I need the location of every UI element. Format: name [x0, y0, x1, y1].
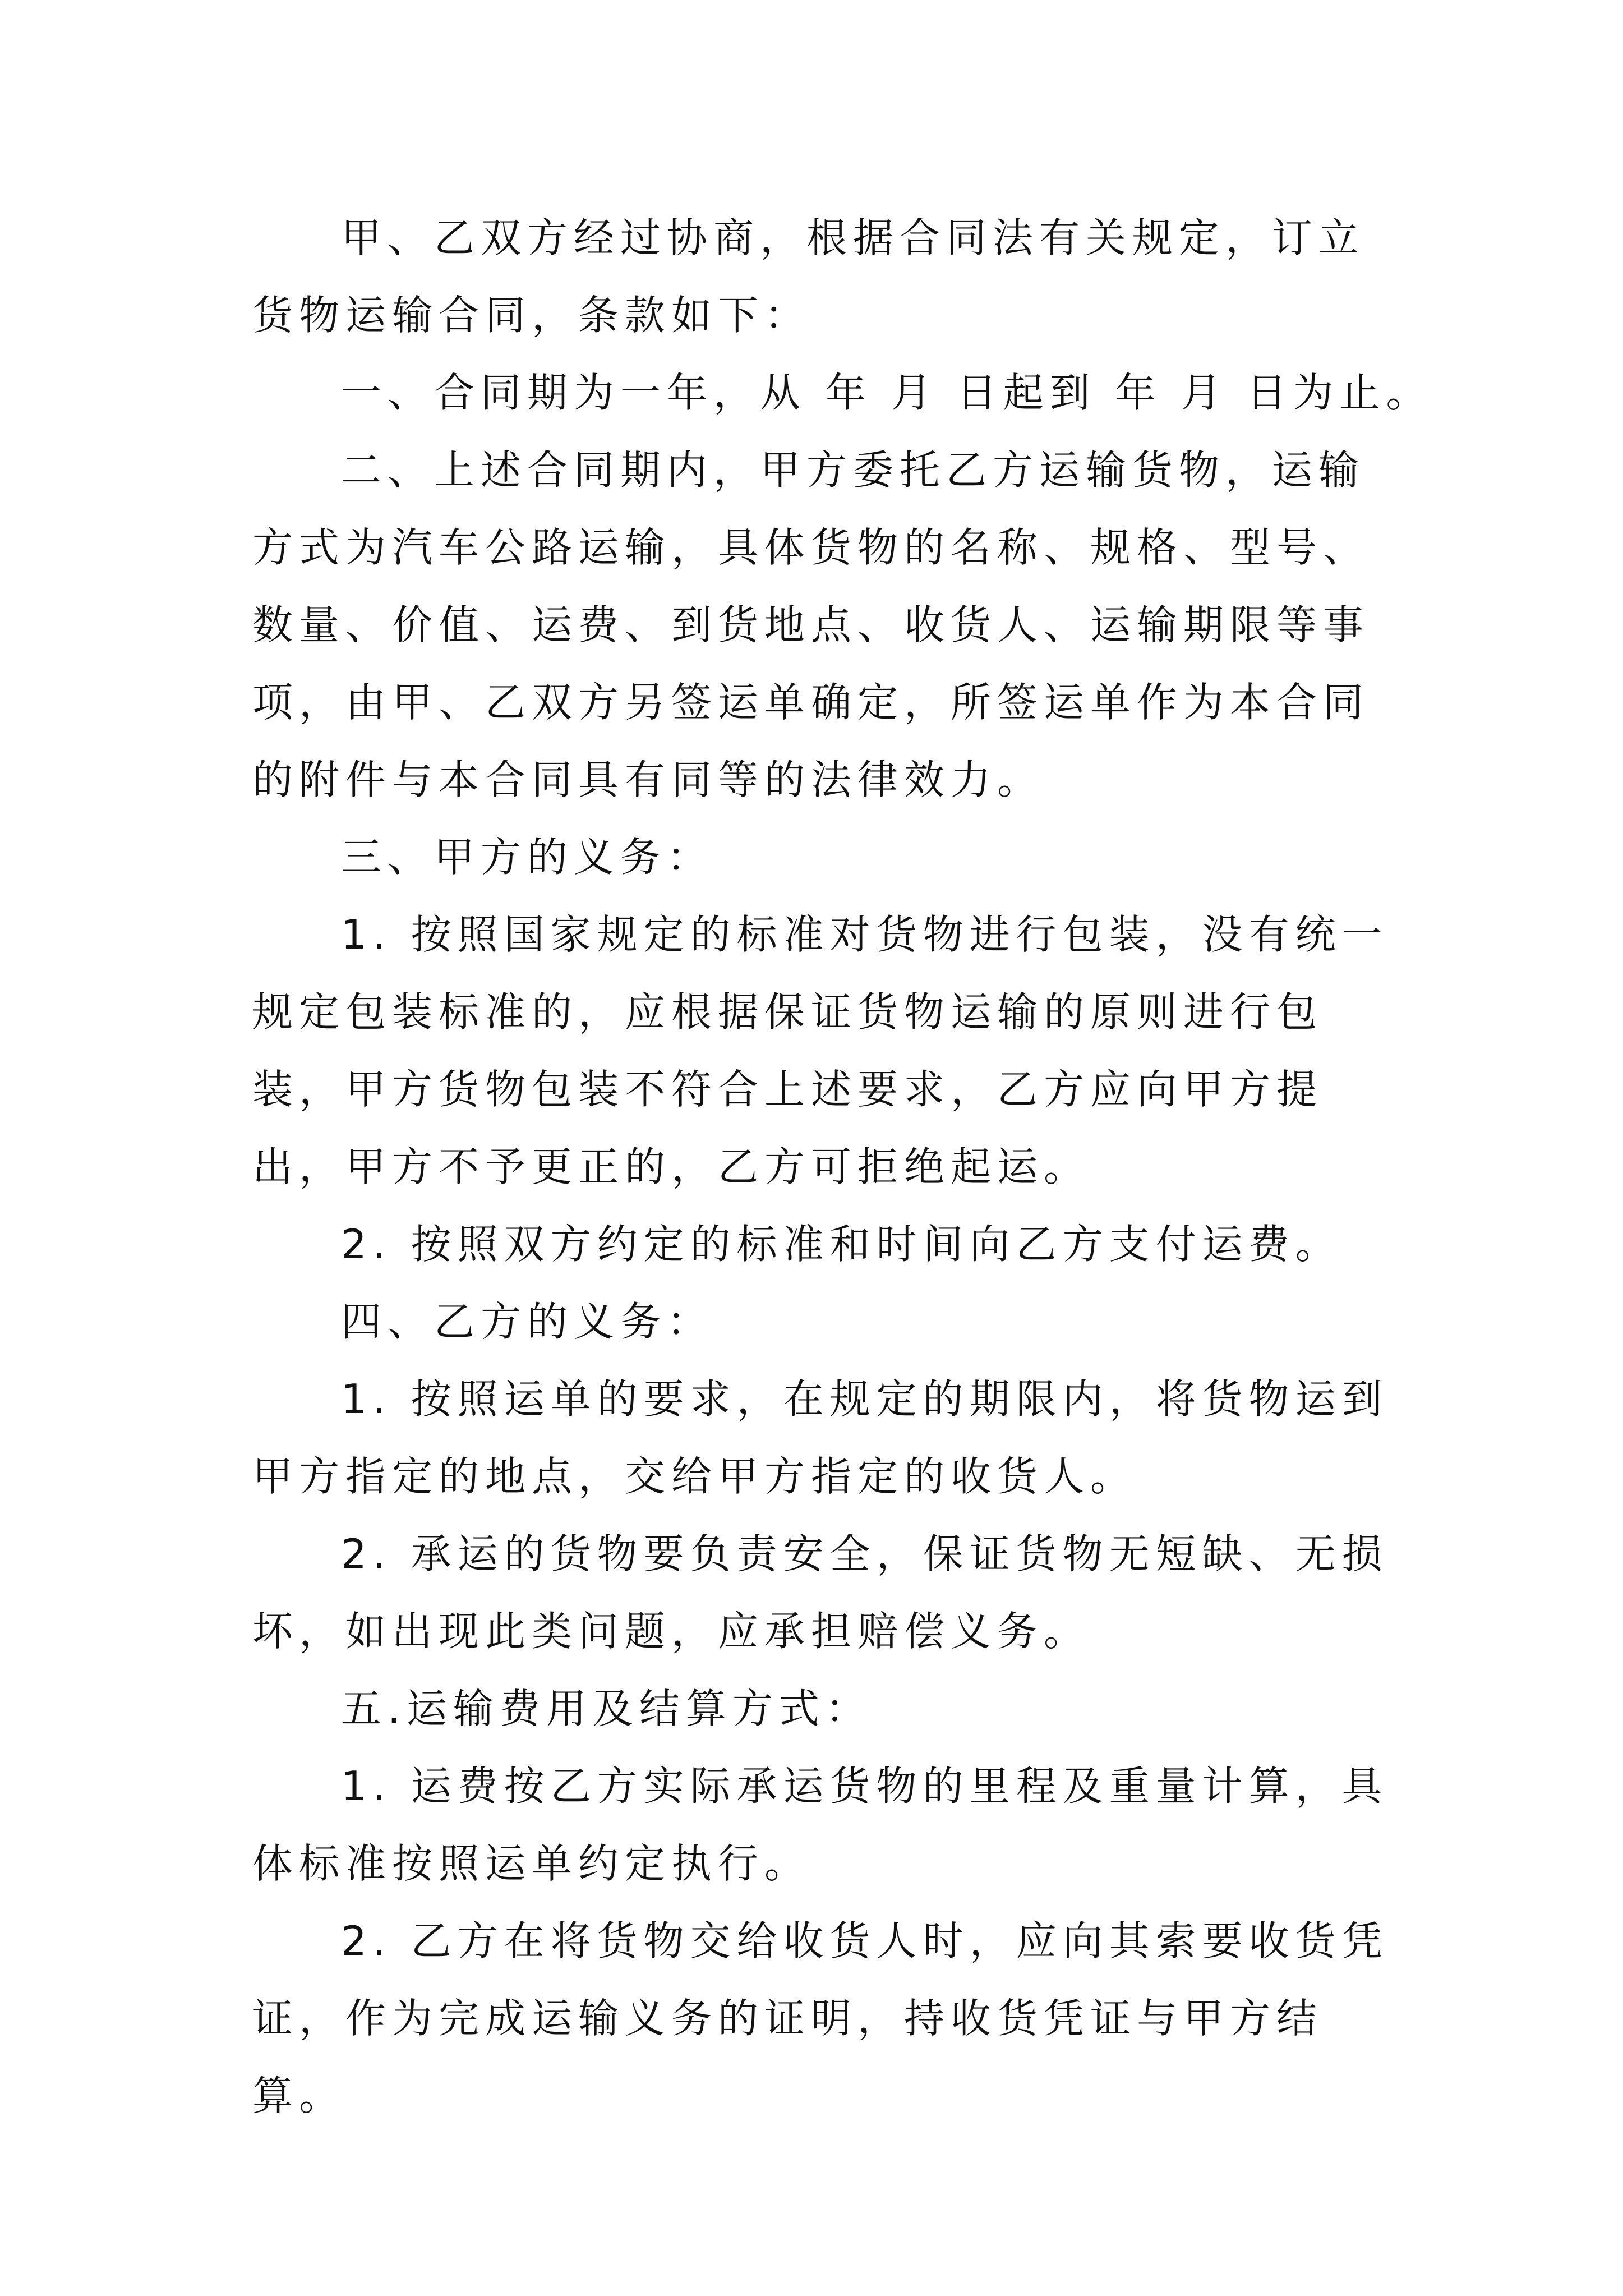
paragraph-clause-4-heading: 四、乙方的义务：	[341, 1298, 714, 1345]
paragraph-clause-5-item-1: 1. 运费按乙方实际承运货物的里程及重量计算，具体标准按照运单约定执行。	[252, 1763, 1389, 1887]
paragraph-clause-5-heading: 五.运输费用及结算方式：	[341, 1685, 872, 1732]
paragraph-clause-3-item-2: 2. 按照双方约定的标准和时间向乙方支付运费。	[341, 1221, 1342, 1268]
paragraph-clause-3-item-1: 1. 按照国家规定的标准对货物进行包装，没有统一规定包装标准的，应根据保证货物运输的原则进行包装，甲方货物包装不符合上述要求，乙方应向甲方提出，甲方不予更正的，乙方可拒绝起运。	[252, 911, 1389, 1190]
document-body	[252, 199, 1433, 2134]
paragraph-clause-1-term: 一、合同期为一年，从 年 月 日起到 年 月 日为止。	[341, 369, 1433, 416]
paragraph-clause-5-item-2: 2. 乙方在将货物交给收货人时，应向其索要收货凭证，作为完成运输义务的证明，持收货凭证与甲方结算。	[252, 1917, 1389, 2119]
paragraph-clause-2-scope: 二、上述合同期内，甲方委托乙方运输货物，运输方式为汽车公路运输，具体货物的名称、规格、型号、数量、价值、运费、到货地点、收货人、运输期限等事项，由甲、乙双方另签运单确定，所签运单作为本合同的附件与本合同具有同等的法律效力。	[252, 447, 1370, 803]
paragraph-intro: 甲、乙双方经过协商，根据合同法有关规定，订立货物运输合同，条款如下：	[252, 214, 1366, 339]
paragraph-clause-3-heading: 三、甲方的义务：	[341, 834, 714, 881]
paragraph-clause-4-item-1: 1. 按照运单的要求，在规定的期限内，将货物运到甲方指定的地点，交给甲方指定的收货人。	[252, 1375, 1389, 1500]
paragraph-clause-4-item-2: 2. 承运的货物要负责安全，保证货物无短缺、无损坏，如出现此类问题，应承担赔偿义务。	[252, 1530, 1389, 1655]
